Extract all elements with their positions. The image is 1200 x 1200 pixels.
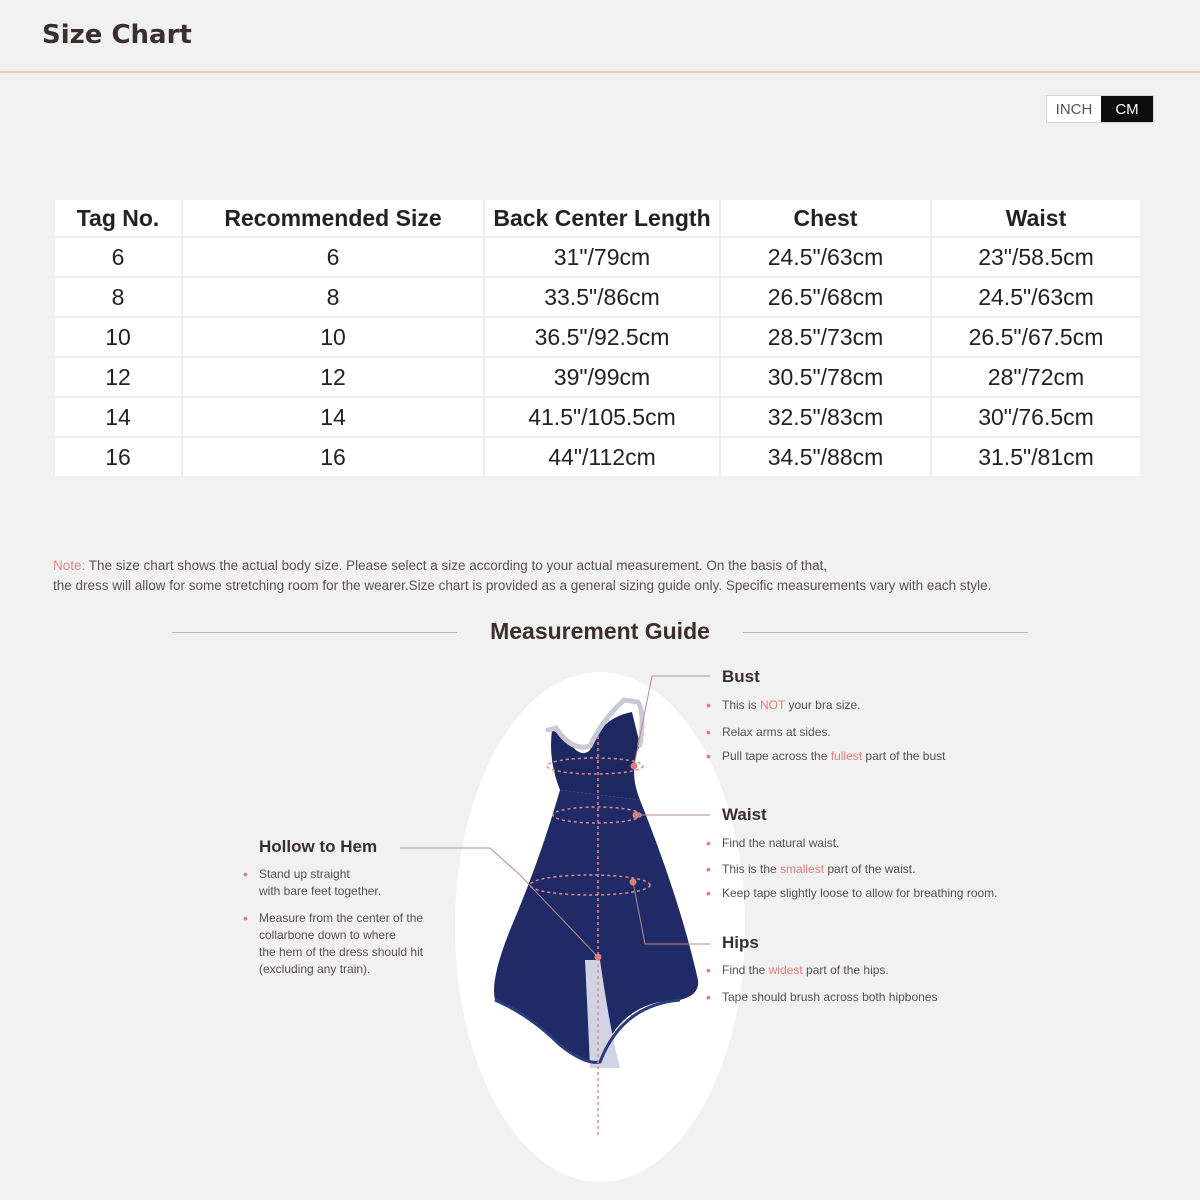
table-cell: 6 <box>183 238 485 278</box>
table-cell: 34.5"/88cm <box>721 438 932 476</box>
table-cell: 8 <box>183 278 485 318</box>
unit-inch-button[interactable]: INCH <box>1047 96 1101 122</box>
table-cell: 26.5"/68cm <box>721 278 932 318</box>
hollow-tip-2-line-1: • Measure from the center of the <box>259 911 424 925</box>
bust-tip-3-highlight: fullest <box>830 749 863 763</box>
measurement-guide-title: Measurement Guide <box>490 618 710 644</box>
hips-tip-1-text-end: part of the hips. <box>802 963 889 977</box>
column-header-tag: Tag No. <box>55 200 183 238</box>
bust-tip-3-text: Pull tape across the <box>722 749 831 763</box>
waist-tip-3: • Keep tape slightly loose to allow for breathing room. <box>722 885 998 902</box>
table-cell: 10 <box>55 318 183 358</box>
table-cell: 32.5"/83cm <box>721 398 932 438</box>
hips-tip-1 <box>722 962 889 979</box>
table-cell: 44"/112cm <box>485 438 721 476</box>
waist-heading: Waist <box>722 805 767 824</box>
note-line-1: The size chart shows the actual body size. Please select a size according to your actual measurement. On the basis of that, <box>85 558 828 573</box>
table-cell: 31.5"/81cm <box>978 443 1094 470</box>
waist-tip-1: • Find the natural waist. <box>722 835 839 852</box>
hollow-tip-2-line-2: collarbone down to where <box>259 928 396 942</box>
hips-tip-1-text: Find the <box>722 963 769 977</box>
hollow-tip-1-line-2: with bare feet together. <box>259 884 382 898</box>
table-cell: 30.5"/78cm <box>721 358 932 398</box>
table-cell: 23"/58.5cm <box>932 238 1140 278</box>
bust-tip-1-text: This is <box>722 698 761 712</box>
table-cell: 24.5"/63cm <box>721 238 932 278</box>
table-cell: 8 <box>55 278 183 318</box>
hollow-to-hem-tip-1 <box>259 866 381 900</box>
table-cell: 36.5"/92.5cm <box>485 318 721 358</box>
note-line-2: the dress will allow for some stretching room for the wearer.Size chart is provided as a general sizing guide only. Specific measurements vary with each style. <box>53 578 992 593</box>
hollow-tip-1-line-1: • Stand up straight <box>259 867 350 881</box>
table-cell: 6 <box>55 238 183 278</box>
table-cell: 31"/79cm <box>485 238 721 278</box>
dress-bodice <box>551 712 640 800</box>
bust-leader <box>634 676 710 766</box>
bust-tip-2: • Relax arms at sides. <box>722 724 831 741</box>
bust-tip-1-text-end: your bra size. <box>785 698 861 712</box>
column-header-recommended-size: Recommended Size <box>183 200 485 238</box>
table-cell: 14 <box>183 398 485 438</box>
bust-heading: Bust <box>722 667 760 686</box>
column-header-chest: Chest <box>721 200 932 238</box>
waist-tip-2-highlight: smallest <box>780 862 825 876</box>
column-header-back-center-length: Back Center Length <box>485 200 721 238</box>
column-header-waist: Waist <box>932 200 1140 238</box>
waist-tip-2-text-end: part of the waist. <box>824 862 916 876</box>
table-cell: 39"/99cm <box>485 358 721 398</box>
page-title: Size Chart <box>42 20 192 50</box>
hips-tip-2: • Tape should brush across both hipbones <box>722 989 937 1006</box>
hollow-tip-2-line-3: the hem of the dress should hit <box>259 945 424 959</box>
table-cell: 28.5"/73cm <box>721 318 932 358</box>
hips-heading: Hips <box>722 933 759 952</box>
table-cell: 10 <box>183 318 485 358</box>
table-cell: 26.5"/67.5cm <box>932 318 1140 358</box>
table-cell: 30"/76.5cm <box>932 398 1140 438</box>
table-cell: 16 <box>183 438 485 476</box>
table-cell: 14 <box>55 398 183 438</box>
note-label: Note: <box>53 558 86 573</box>
hips-tip-1-highlight: widest <box>768 963 803 977</box>
hollow-to-hem-tip-2 <box>259 910 423 978</box>
unit-cm-button[interactable]: CM <box>1101 96 1153 122</box>
table-cell: 24.5"/63cm <box>932 278 1140 318</box>
table-cell: 12 <box>55 358 183 398</box>
table-cell: 41.5"/105.5cm <box>485 398 721 438</box>
hollow-to-hem-heading: Hollow to Hem <box>259 837 378 856</box>
waist-tip-2 <box>722 861 915 878</box>
waist-tip-2-text: This is the <box>722 862 781 876</box>
table-cell: 12 <box>183 358 485 398</box>
table-cell: 16 <box>55 438 183 476</box>
table-cell: 28"/72cm <box>932 358 1140 398</box>
hollow-tip-2-line-4: (excluding any train). <box>259 962 371 976</box>
bust-tip-3 <box>722 748 945 765</box>
bust-tip-1-highlight: NOT <box>760 698 786 712</box>
table-cell: 33.5"/86cm <box>485 278 721 318</box>
bust-tip-3-text-end: part of the bust <box>862 749 946 763</box>
bust-tip-1 <box>722 697 861 714</box>
